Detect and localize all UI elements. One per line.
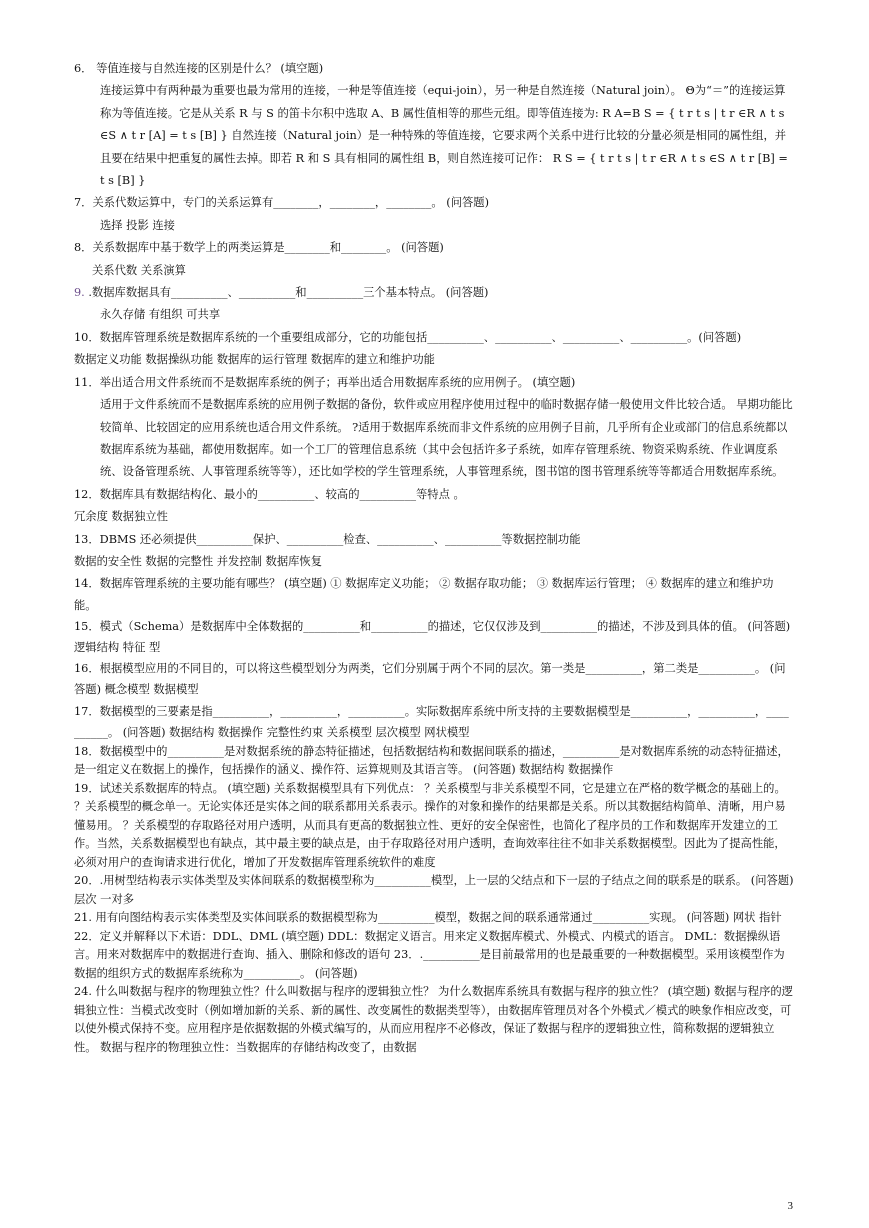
question-number: 9. xyxy=(74,286,85,300)
question-line xyxy=(74,394,794,484)
line-text: 18．数据模型中的__________是对数据系统的静态特征描述，包括数据结构和数据间联系的描述，__________是对数据库系统的动态特征描述，是一组定义在数据上的操作，包括操作的涵义、操作符、运算规则及其语言等。 (问答题) 数据结构 数据操作 xyxy=(74,744,789,777)
line-text: 19．试述关系数据库的特点。 (填空题) 关系数据模型具有下列优点： ？关系模型与非关系模型不同，它是建立在严格的数学概念的基础上的。 ？关系模型的概念单一。无论实体还是实体之间的联系都用关系表示。操作的对象和操作的结果都是关系。所以其数据结构简单、清晰，用户易懂易用。 ？关系模型的存取路径对用户透明，从而具有更高的数据独立性、更好的安全保密性，也简化了程序员的工作和数据库开发建立的工作。当然，关系数据模型也有缺点，其中最主要的缺点是，由于存取路径对用户透明，查询效率往往不如非关系数据模型。因此为了提高性能，必须对用户的查询请求进行优化，增加了开发数据库管理系统软件的难度 xyxy=(74,781,786,869)
line-text: 11．举出适合用文件系统而不是数据库系统的例子；再举出适合用数据库系统的应用例子。 (填空题) xyxy=(74,375,576,389)
question-line xyxy=(74,658,794,700)
line-text: 14．数据库管理系统的主要功能有哪些？ (填空题) ① 数据库定义功能； ② 数据存取功能； ③ 数据库运行管理； ④ 数据库的建立和维护功能。 xyxy=(74,577,774,612)
question-line xyxy=(74,327,794,349)
question-line xyxy=(74,551,794,573)
line-text: 22．定义并解释以下术语：DDL、DML (填空题) DDL：数据定义语言。用来定义数据库模式、外模式、内模式的语言。 DML：数据操纵语言。用来对数据库中的数据进行查询、插入、删除和修改的语句 23．.__________是目前最常用的也是最重要的一种数据模型。采用该模型作为数据的组织方式的数据库系统称为__________。 (问答题) xyxy=(74,929,785,980)
question-line xyxy=(74,192,794,214)
line-text: 21. 用有向图结构表示实体类型及实体间联系的数据模型称为__________模型，数据之间的联系通常通过__________实现。 (问答题) 网状 指针 xyxy=(74,911,782,925)
question-line xyxy=(74,282,794,304)
page-number: 3 xyxy=(787,1200,793,1212)
question-line xyxy=(74,573,794,615)
line-text: 10．数据库管理系统是数据库系统的一个重要组成部分，它的功能包括__________、__________、__________、__________。(问答题) xyxy=(74,330,742,344)
line-text: 16．根据模型应用的不同目的，可以将这些模型划分为两类，它们分别属于两个不同的层次。第一类是__________，第二类是__________。 (问答题) 概念模型 数据模型 xyxy=(74,662,786,697)
line-text: 8．关系数据库中基于数学上的两类运算是________和________。 (问答题) xyxy=(74,241,444,255)
question-line xyxy=(74,616,794,658)
question-line xyxy=(74,983,794,1057)
question-line xyxy=(74,260,794,282)
question-line xyxy=(74,80,794,192)
line-text: 6． 等值连接与自然连接的区别是什么？ (填空题) xyxy=(74,62,324,75)
line-text: 适用于文件系统而不是数据库系统的应用例子数据的备份，软件或应用程序使用过程中的临时数据存储一般使用文件比较合适。 早期功能比较简单、比较固定的应用系统也适合用文件系统。 ?适用于数据库系统而非文件系统的应用例子目前，几乎所有企业或部门的信息系统都以数据库系统为基础，都使用数据库。如一个工厂的管理信息系统（其中会包括许多子系统，如库存管理系统、物资采购系统、作业调度系统、设备管理系统、人事管理系统等等），还比如学校的学生管理系统，人事管理系统，图书馆的图书管理系统等等都适合用数据库系统。 xyxy=(100,398,793,479)
question-line xyxy=(74,58,794,80)
line-text: 12．数据库具有数据结构化、最小的__________、较高的__________等特点 。 xyxy=(74,487,465,501)
line-text: 数据的安全性 数据的完整性 并发控制 数据库恢复 xyxy=(74,554,323,568)
line-text: 7．关系代数运算中，专门的关系运算有________，________，________。 (问答题) xyxy=(74,196,489,210)
line-text: .数据库数据具有__________、__________和__________三个基本特点。 (问答题) xyxy=(84,286,489,300)
line-text: 20．.用树型结构表示实体类型及实体间联系的数据模型称为__________模型，上一层的父结点和下一层的子结点之间的联系是的联系。 (问答题) 层次 一对多 xyxy=(74,874,794,906)
question-line xyxy=(74,372,794,394)
question-line xyxy=(74,215,794,237)
line-text: 数据定义功能 数据操纵功能 数据库的运行管理 数据库的建立和维护功能 xyxy=(74,353,435,367)
line-text: 关系代数 关系演算 xyxy=(92,263,186,277)
question-line xyxy=(74,304,794,326)
line-text: 17．数据模型的三要素是指__________，__________，__________。实际数据库系统中所支持的主要数据模型是__________，__________，__________。 (问答题) 数据结构 数据操作 完整性约束 关系模型 层次模型 网状模型 xyxy=(74,704,789,739)
question-line xyxy=(74,237,794,259)
line-text: 选择 投影 连接 xyxy=(100,218,175,232)
line-text: 24. 什么叫数据与程序的物理独立性？什么叫数据与程序的逻辑独立性？ 为什么数据库系统具有数据与程序的独立性？ (填空题) 数据与程序的逻辑独立性：当模式改变时（例如增加新的关系、新的属性、改变属性的数据类型等），由数据库管理员对各个外模式／模式的映象作相应改变，可以使外模式保持不变。应用程序是依据数据的外模式编写的，从而应用程序不必修改，保证了数据与程序的逻辑独立性，简称数据的逻辑独立性。 数据与程序的物理独立性：当数据库的存储结构改变了，由数据 xyxy=(74,985,793,1054)
question-line xyxy=(74,909,794,928)
question-line xyxy=(74,529,794,551)
question-line xyxy=(74,484,794,506)
question-line xyxy=(74,872,794,909)
question-line xyxy=(74,780,794,873)
question-line xyxy=(74,928,794,984)
question-line xyxy=(74,349,794,371)
question-line xyxy=(74,743,794,780)
question-line xyxy=(74,506,794,528)
line-text: 连接运算中有两种最为重要也最为常用的连接，一种是等值连接（equi-join），另一种是自然连接（Natural join）。 Θ为“＝”的连接运算称为等值连接。它是从关系 R 与 S 的笛卡尔积中选取 A、B 属性值相等的那些元组。即等值连接为: R A=B S = { t r t s | t r ∈R ∧ t s ∈S ∧ t r [A] = t s [B] } 自然连接（Natural join）是一种特殊的等值连接，它要求两个关系中进行比较的分量必须是相同的属性组，并且要在结果中把重复的属性去掉。即若 R 和 S 具有相同的属性组 B，则自然连接可记作： R S = { t r t s | t r ∈R ∧ t s ∈S ∧ t r [B] = t s [B] } xyxy=(100,84,788,188)
line-text: 13．DBMS 还必须提供__________保护、__________检查、__________、__________等数据控制功能 xyxy=(74,532,581,546)
question-line xyxy=(74,701,794,743)
line-text: 永久存储 有组织 可共享 xyxy=(100,308,221,322)
line-text: 15．模式（Schema）是数据库中全体数据的__________和__________的描述，它仅仅涉及到__________的描述，不涉及到具体的值。 (问答题) 逻辑结构 特征 型 xyxy=(74,619,791,654)
line-text: 冗余度 数据独立性 xyxy=(74,510,168,524)
document-body xyxy=(74,58,794,1057)
